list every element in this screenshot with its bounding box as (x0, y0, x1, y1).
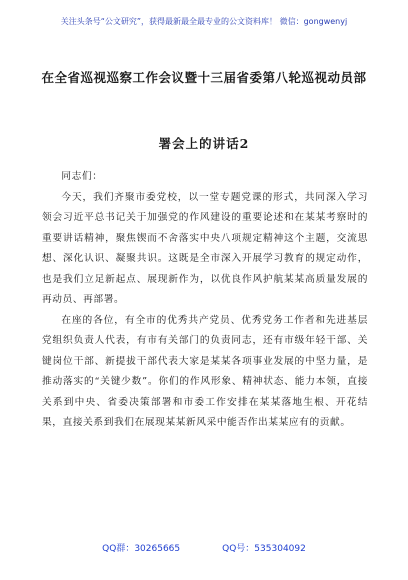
qq-number: QQ号：535304092 (222, 544, 306, 554)
footer-contact (0, 541, 408, 554)
greeting: 同志们： (61, 171, 103, 182)
header-banner: 关注头条号“公文研究”，获得最新最全最专业的公文资料库！ 微信：gongwenyj (60, 17, 348, 26)
document-title-line2: 署会上的讲话2 (158, 136, 250, 151)
paragraph: 今天，我们齐聚市委党校，以一堂专题党课的形式，共同深入学习领会习近平总书记关于加强党的作风建设的重要论述和在某某考察时的重要讲话精神，聚焦锲而不舍落实中央八项规定精神这个主题，交流思想、深化认识、凝聚共识。这既是全市深入开展学习教育的规定动作，也是我们立足新起点、展现新作为，以优良作风护航某某高质量发展的再动员、再部署。 (42, 191, 368, 305)
qq-group: QQ群：30265665 (102, 544, 181, 554)
document-title-line1: 在全省巡视巡察工作会议暨十三届省委第八轮巡视动员部 (41, 70, 367, 85)
paragraph: 在座的各位，有全市的优秀共产党员、优秀党务工作者和先进基层党组织负责人代表，有市有关部门的负责同志，还有市级年轻干部、关键岗位干部、新提拔干部代表大家是某某各项事业发展的中坚力量，是推动落实的“关键少数”。你们的作风形象、精神状态、能力本领，直接关系到中央、省委决策部署和市委工作安排在某某落地生根、开花结果，直接关系到我们在展现某某新风采中能否作出某某应有的贡献。 (42, 314, 368, 428)
document-body (42, 167, 368, 434)
